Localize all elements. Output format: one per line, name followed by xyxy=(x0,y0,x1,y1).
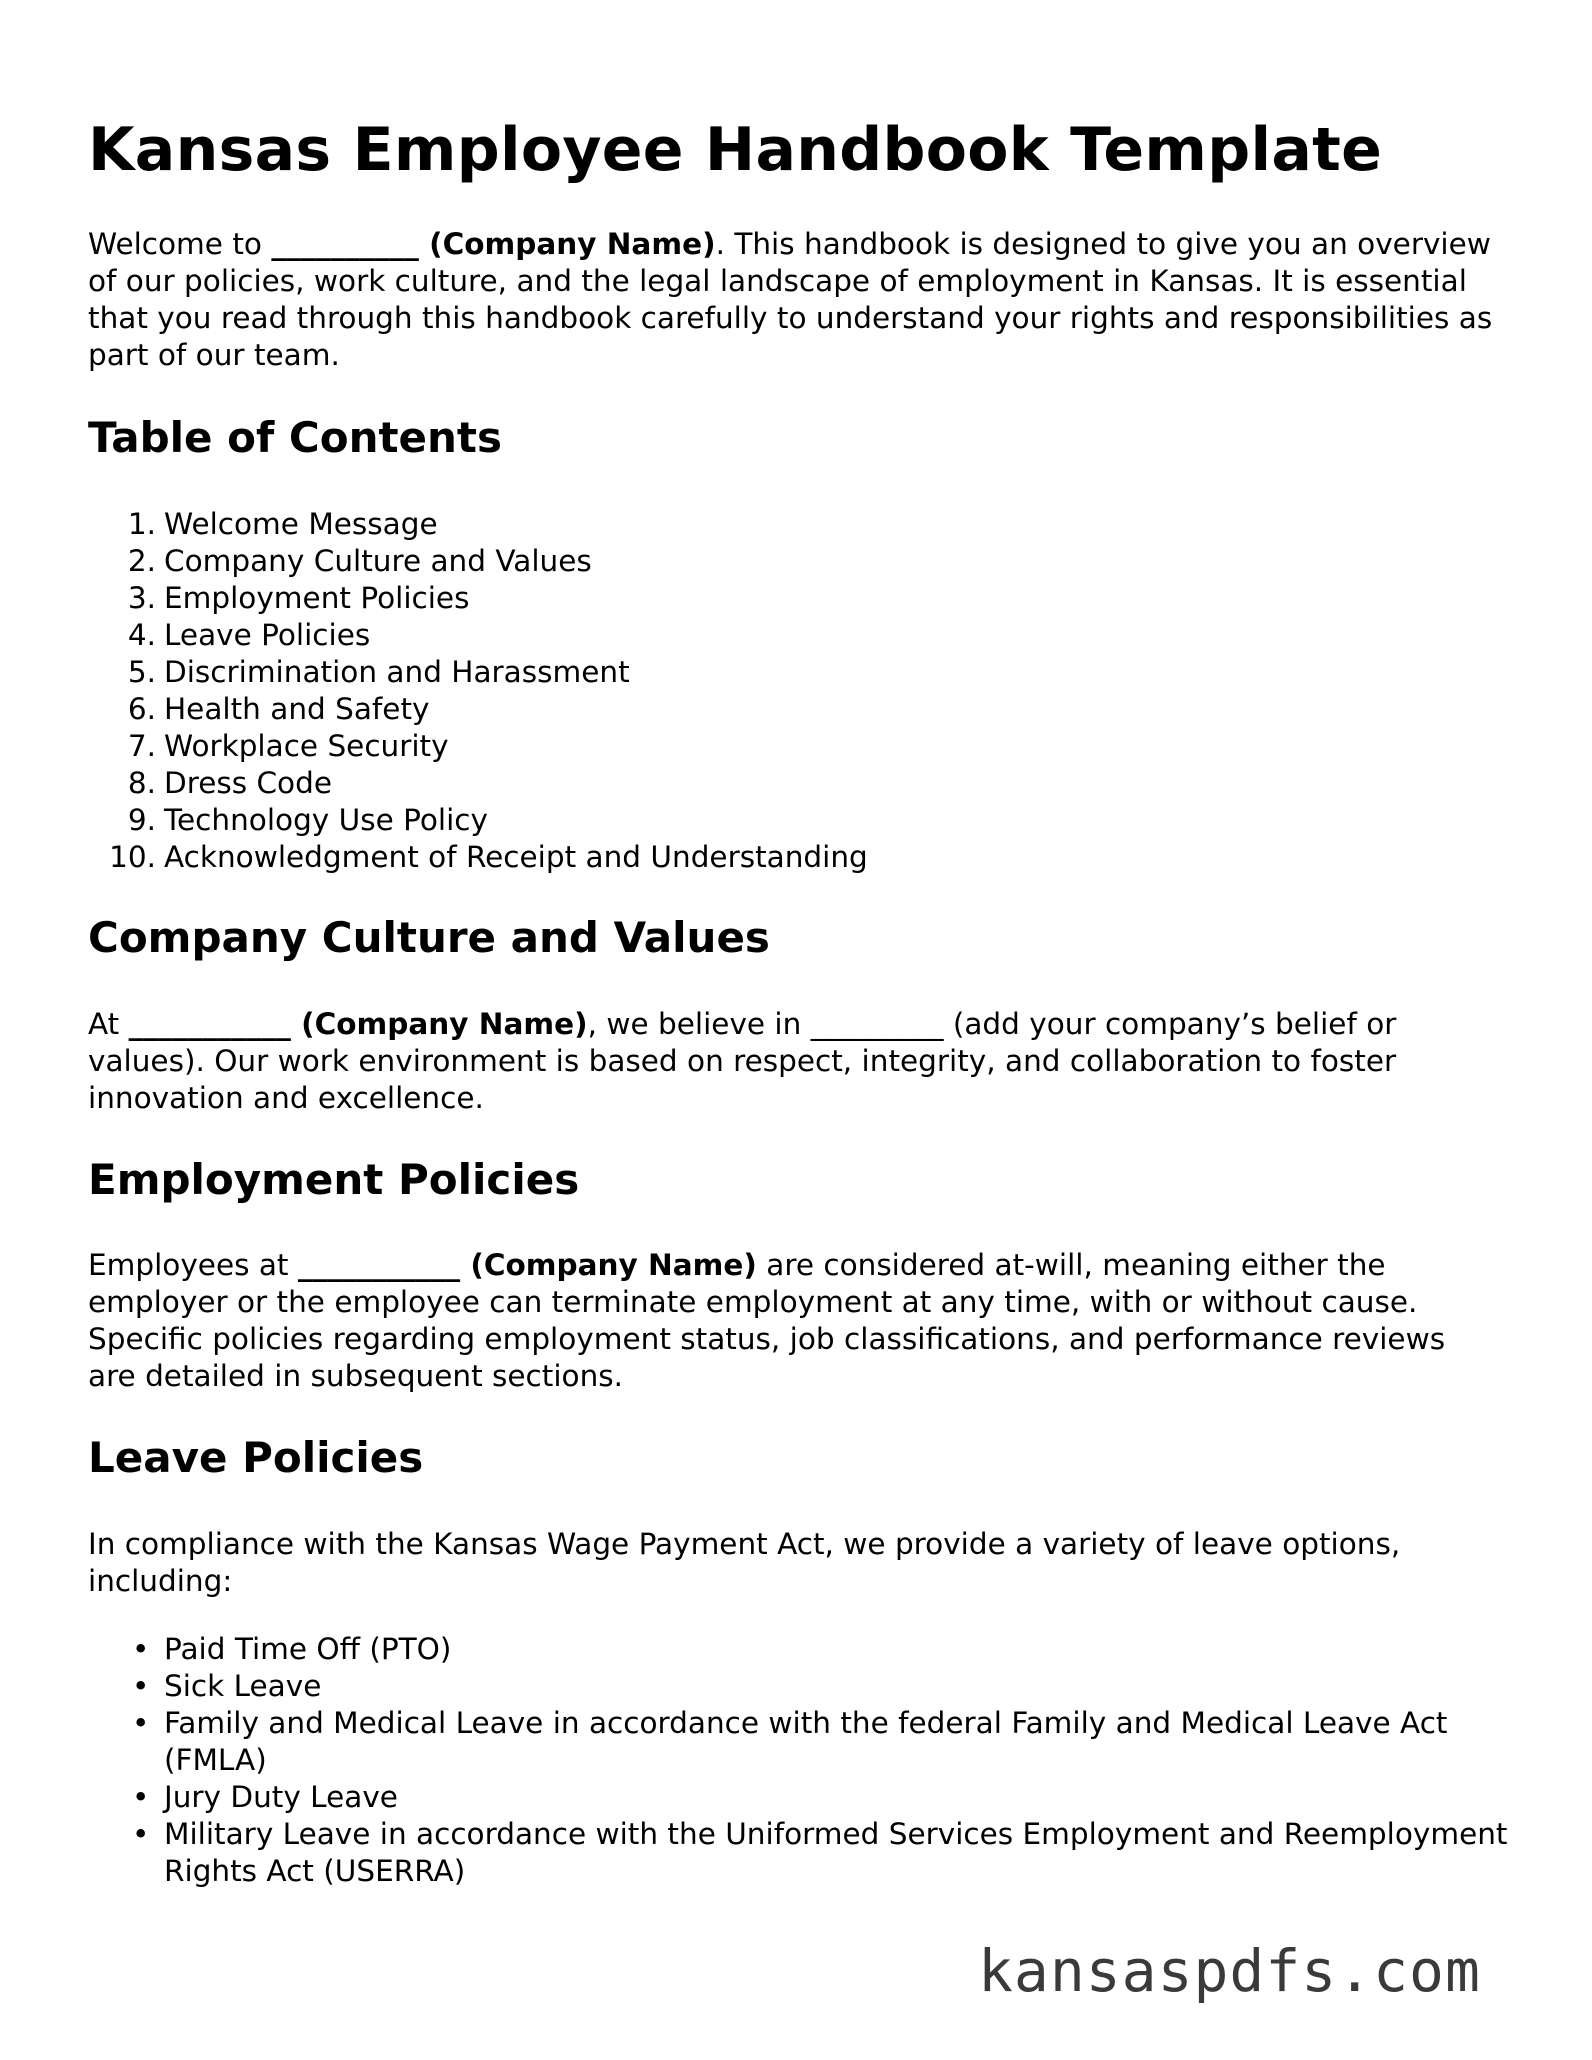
toc-item-label: Workplace Security xyxy=(164,729,449,763)
employment-suffix: are considered at-will, meaning either the employer or the employee can terminate employment at any time, with or without cause. Specific policies regarding employment status, job classifications, and performance reviews are detailed in subsequent sections. xyxy=(88,1248,1446,1393)
toc-item xyxy=(88,802,1498,839)
toc-item-label: Discrimination and Harassment xyxy=(164,655,630,689)
leave-item xyxy=(88,1631,1544,1668)
employment-prefix: Employees at xyxy=(88,1248,298,1282)
employment-heading-wrap xyxy=(88,1152,1498,1208)
toc-item-label: Technology Use Policy xyxy=(164,803,488,837)
toc-item xyxy=(88,691,1498,728)
company-name-blank: ___________ (Company Name) xyxy=(297,1248,757,1282)
leave-list xyxy=(88,1631,1508,1890)
leave-heading: Leave Policies xyxy=(88,1433,424,1482)
leave-item xyxy=(88,1779,1544,1816)
toc-item-label: Welcome Message xyxy=(164,507,438,541)
toc-item-number: 3. xyxy=(127,581,156,615)
culture-suffix: , we believe in _________ (add your company’s belief or values). Our work environment is based on respect, integrity, and collaboration to foster innovation and excellence. xyxy=(88,1007,1397,1115)
intro-prefix: Welcome to xyxy=(88,227,272,261)
bullet-icon: • xyxy=(132,1817,150,1851)
employment-paragraph xyxy=(88,1247,1498,1395)
intro-section xyxy=(88,226,1498,374)
toc-list-wrap xyxy=(88,506,1498,876)
toc-item-number: 8. xyxy=(127,766,156,800)
toc-item-label: Dress Code xyxy=(164,766,332,800)
toc-item-label: Acknowledgment of Receipt and Understanding xyxy=(164,840,868,874)
toc-item xyxy=(88,580,1498,617)
toc-item-number: 10. xyxy=(109,840,156,874)
toc-item xyxy=(88,654,1498,691)
intro-suffix: . This handbook is designed to give you an overview of our policies, work culture, and the legal landscape of employment in Kansas. It is essential that you read through this handbook carefully to understand your rights and responsibilities as part of our team. xyxy=(88,227,1493,372)
bullet-icon: • xyxy=(132,1780,150,1814)
leave-item-label: Paid Time Off (PTO) xyxy=(164,1632,452,1666)
document-title: Kansas Employee Handbook Template xyxy=(88,115,1383,185)
toc-item-label: Leave Policies xyxy=(164,618,371,652)
bullet-icon: • xyxy=(132,1706,150,1740)
company-name-blank: ___________ (Company Name) xyxy=(128,1007,588,1041)
toc-item-label: Health and Safety xyxy=(164,692,430,726)
employment-heading: Employment Policies xyxy=(88,1155,580,1204)
toc-item-label: Company Culture and Values xyxy=(164,544,592,578)
watermark: kansaspdfs.com xyxy=(978,1937,1481,2005)
leave-item xyxy=(88,1816,1544,1890)
culture-section xyxy=(88,1006,1498,1117)
employment-section xyxy=(88,1247,1498,1395)
leave-intro-wrap xyxy=(88,1526,1498,1600)
toc-item xyxy=(88,506,1498,543)
toc-item xyxy=(88,617,1498,654)
toc-item-number: 9. xyxy=(127,803,156,837)
intro-paragraph xyxy=(88,226,1498,374)
bullet-icon: • xyxy=(132,1669,150,1703)
bullet-icon: • xyxy=(132,1632,150,1666)
toc-item-number: 1. xyxy=(127,507,156,541)
toc-item xyxy=(88,839,1498,876)
toc-list xyxy=(88,506,1498,876)
leave-item-label: Military Leave in accordance with the Uniformed Services Employment and Reemployment Rights Act (USERRA) xyxy=(164,1817,1508,1888)
toc-item xyxy=(88,543,1498,580)
leave-item-label: Family and Medical Leave in accordance with the federal Family and Medical Leave Act (FMLA) xyxy=(164,1706,1448,1777)
culture-prefix: At xyxy=(88,1007,129,1041)
leave-item-label: Sick Leave xyxy=(164,1669,322,1703)
leave-heading-wrap xyxy=(88,1430,1498,1486)
toc-item-number: 6. xyxy=(127,692,156,726)
toc-item-number: 2. xyxy=(127,544,156,578)
toc-section xyxy=(88,410,1498,466)
culture-paragraph xyxy=(88,1006,1498,1117)
toc-item xyxy=(88,765,1498,802)
toc-item-number: 7. xyxy=(127,729,156,763)
culture-heading-wrap xyxy=(88,910,1498,966)
toc-item xyxy=(88,728,1498,765)
culture-heading: Company Culture and Values xyxy=(88,913,770,962)
toc-item-number: 5. xyxy=(127,655,156,689)
toc-item-label: Employment Policies xyxy=(164,581,470,615)
company-name-blank: __________ (Company Name) xyxy=(271,227,716,261)
toc-item-number: 4. xyxy=(127,618,156,652)
leave-list-wrap xyxy=(88,1631,1508,1890)
toc-heading: Table of Contents xyxy=(88,413,503,462)
leave-intro: In compliance with the Kansas Wage Payment Act, we provide a variety of leave options, including: xyxy=(88,1527,1401,1598)
leave-item xyxy=(88,1668,1544,1705)
leave-item xyxy=(88,1705,1544,1779)
leave-item-label: Jury Duty Leave xyxy=(164,1780,398,1814)
